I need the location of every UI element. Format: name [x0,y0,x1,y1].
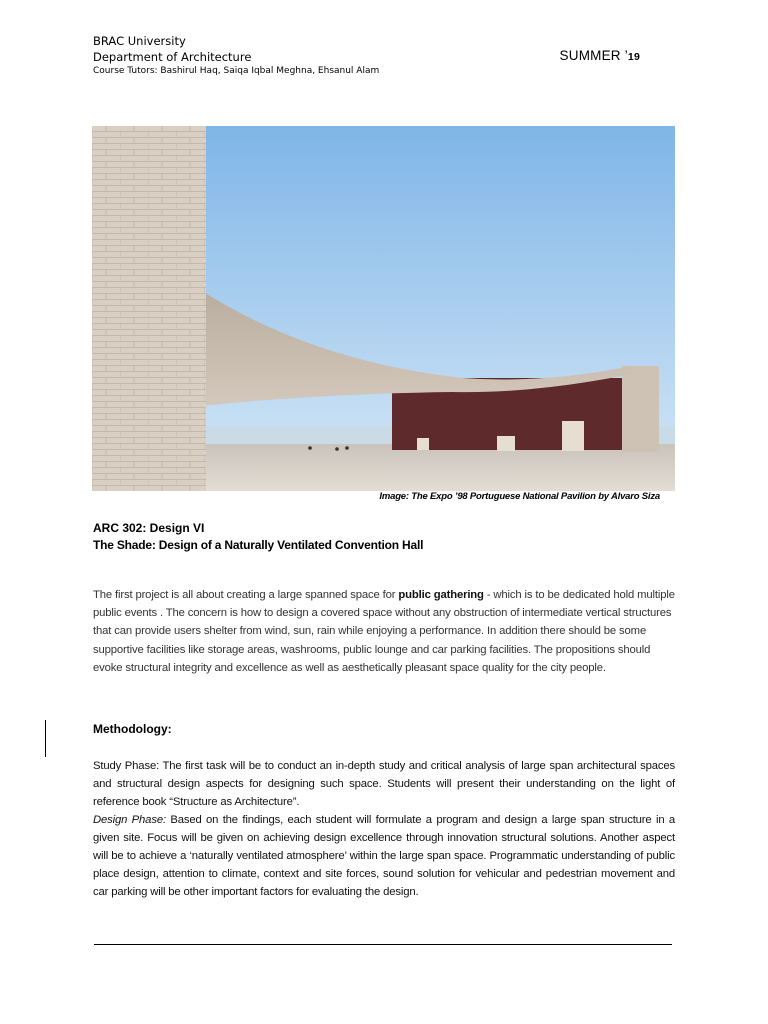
left-stone-wall [92,126,206,491]
text-cursor [45,720,46,757]
design-phase-label: Design Phase: [93,814,166,826]
doorway-1 [562,421,584,451]
term-year: 19 [627,51,640,63]
intro-text-2: - which is to be dedicated hold multiple public events . The concern is how to design a covered space without any obstruction of intermediate vertical structures that can provide users shelter from wind, sun, rain while enjoying a performance. In addition there should be some supportive facilities like storage areas, washrooms, public lounge and car parking facilities. The propositions should evoke structural integrity and excellence as well as aesthetically pleasant space quality for the city people. [93,589,675,674]
design-phase [93,811,675,901]
footer-rule [94,944,672,945]
pavilion-photo [92,126,675,491]
doorway-3 [417,438,429,450]
course-tutors: Course Tutors: Bashirul Haq, Saiqa Iqbal Meghna, Ehsanul Alam [93,66,380,76]
intro-text-1: The first project is all about creating a large spanned space for [93,589,399,601]
university-name: BRAC University [93,34,186,48]
project-title: The Shade: Design of a Naturally Ventilated Convention Hall [93,538,424,552]
person [335,447,339,451]
term-label [560,48,640,63]
methodology-heading: Methodology: [93,722,172,736]
intro-bold: public gathering [398,589,484,601]
department-name: Department of Architecture [93,50,252,64]
pavilion-illustration [92,126,675,491]
intro-paragraph [93,586,675,677]
person [345,446,349,450]
term-season: SUMMER ’ [559,48,628,63]
study-phase: Study Phase: The first task will be to conduct an in-depth study and critical analysis of large span architectural spaces and structural design aspects for designing such space. Students will present their understanding on the light of reference book “Structure as Architecture”. [93,760,675,808]
design-phase-text: Based on the findings, each student will formulate a program and design a large span structure in a given site. Focus will be given on achieving design excellence through innovation structural solutions. Another aspect will be to achieve a ‘naturally ventilated atmosphere’ within the large span space. Programmatic understanding of public place design, attention to climate, context and site forces, sound solution for vehicular and pedestrian movement and car parking will be other important factors for evaluating the design. [93,814,675,898]
phases-paragraph [93,757,675,901]
person [308,446,312,450]
course-code: ARC 302: Design VI [93,521,205,535]
doorway-2 [497,436,515,451]
image-caption: Image: The Expo ’98 Portuguese National Pavilion by Alvaro Siza [379,491,660,502]
right-stone-block [622,366,659,452]
